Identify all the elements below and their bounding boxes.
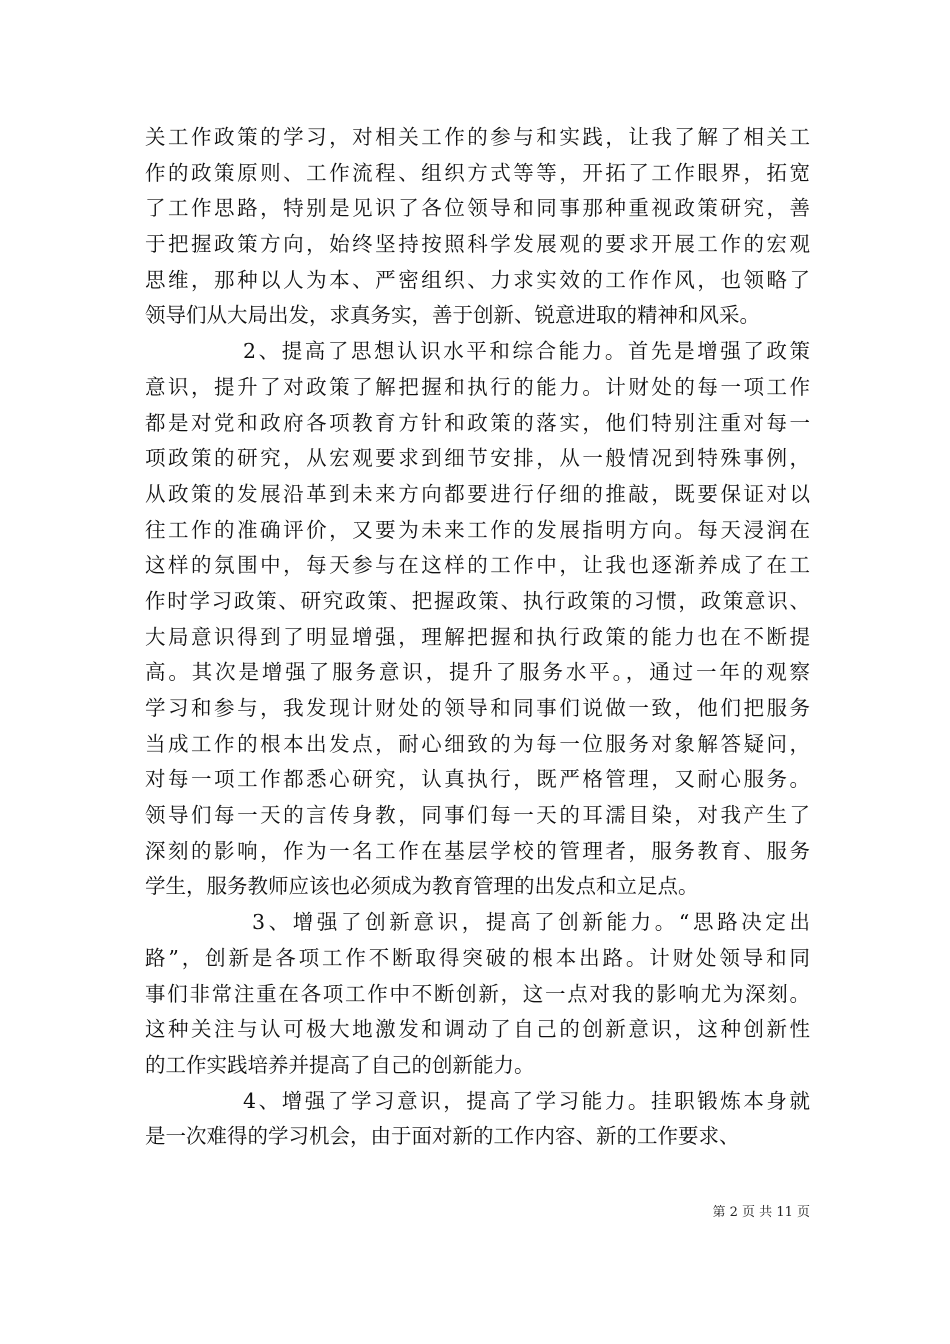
text-line: 领导们每一天的言传身教，同事们每一天的耳濡目染，对我产生了 — [145, 803, 810, 828]
text-line: 意识，提升了对政策了解把握和执行的能力。计财处的每一项工作 — [145, 374, 810, 399]
text-line: 是一次难得的学习机会，由于面对新的工作内容、新的工作要求、 — [145, 1124, 740, 1149]
paragraph-heading-3: 3、增强了创新意识，提高了创新能力。“思路决定出 — [252, 910, 810, 935]
text-line: 对每一项工作都悉心研究，认真执行，既严格管理，又耐心服务。 — [145, 767, 810, 792]
text-line: 关工作政策的学习，对相关工作的参与和实践，让我了解了相关工 — [145, 125, 810, 149]
text-line: 从政策的发展沿革到未来方向都要进行仔细的推敲，既要保证对以 — [145, 481, 810, 506]
text-line: 路”，创新是各项工作不断取得突破的根本出路。计财处领导和同 — [145, 945, 810, 970]
text-line: 作时学习政策、研究政策、把握政策、执行政策的习惯，政策意识、 — [145, 588, 810, 613]
text-line: 学生，服务教师应该也必须成为教育管理的出发点和立足点。 — [145, 874, 699, 899]
page-number-footer: 第 2 页 共 11 页 — [712, 1205, 810, 1220]
text-line: 了工作思路，特别是见识了各位领导和同事那种重视政策研究，善 — [145, 196, 810, 221]
text-line: 的工作实践培养并提高了自己的创新能力。 — [145, 1052, 535, 1077]
text-line: 深刻的影响，作为一名工作在基层学校的管理者，服务教育、服务 — [145, 838, 810, 863]
text-line: 事们非常注重在各项工作中不断创新，这一点对我的影响尤为深刻。 — [145, 981, 810, 1006]
text-line: 作的政策原则、工作流程、组织方式等等，开拓了工作眼界，拓宽 — [145, 160, 810, 185]
text-line: 项政策的研究，从宏观要求到细节安排，从一般情况到特殊事例， — [145, 446, 810, 471]
text-line: 当成工作的根本出发点，耐心细致的为每一位服务对象解答疑问， — [145, 731, 810, 756]
paragraph-heading-4: 4、增强了学习意识，提高了学习能力。挂职锻炼本身就 — [243, 1088, 810, 1113]
text-line: 于把握政策方向，始终坚持按照科学发展观的要求开展工作的宏观 — [145, 232, 810, 257]
text-line: 这种关注与认可极大地激发和调动了自己的创新意识，这种创新性 — [145, 1017, 810, 1042]
text-line: 这样的氛围中，每天参与在这样的工作中，让我也逐渐养成了在工 — [145, 553, 810, 578]
text-line: 往工作的准确评价，又要为未来工作的发展指明方向。每天浸润在 — [145, 517, 810, 542]
text-line: 高。其次是增强了服务意识，提升了服务水平。，通过一年的观察 — [145, 660, 810, 685]
document-body — [145, 120, 810, 1155]
text-line: 思维，那种以人为本、严密组织、力求实效的工作作风，也领略了 — [145, 267, 810, 292]
text-line: 学习和参与，我发现计财处的领导和同事们说做一致，他们把服务 — [145, 696, 810, 720]
text-line: 大局意识得到了明显增强，理解把握和执行政策的能力也在不断提 — [145, 624, 810, 649]
text-line: 领导们从大局出发，求真务实，善于创新、锐意进取的精神和风采。 — [145, 303, 760, 328]
text-line: 都是对党和政府各项教育方针和政策的落实，他们特别注重对每一 — [145, 410, 810, 435]
paragraph-heading-2: 2、提高了思想认识水平和综合能力。首先是增强了政策 — [243, 339, 810, 364]
